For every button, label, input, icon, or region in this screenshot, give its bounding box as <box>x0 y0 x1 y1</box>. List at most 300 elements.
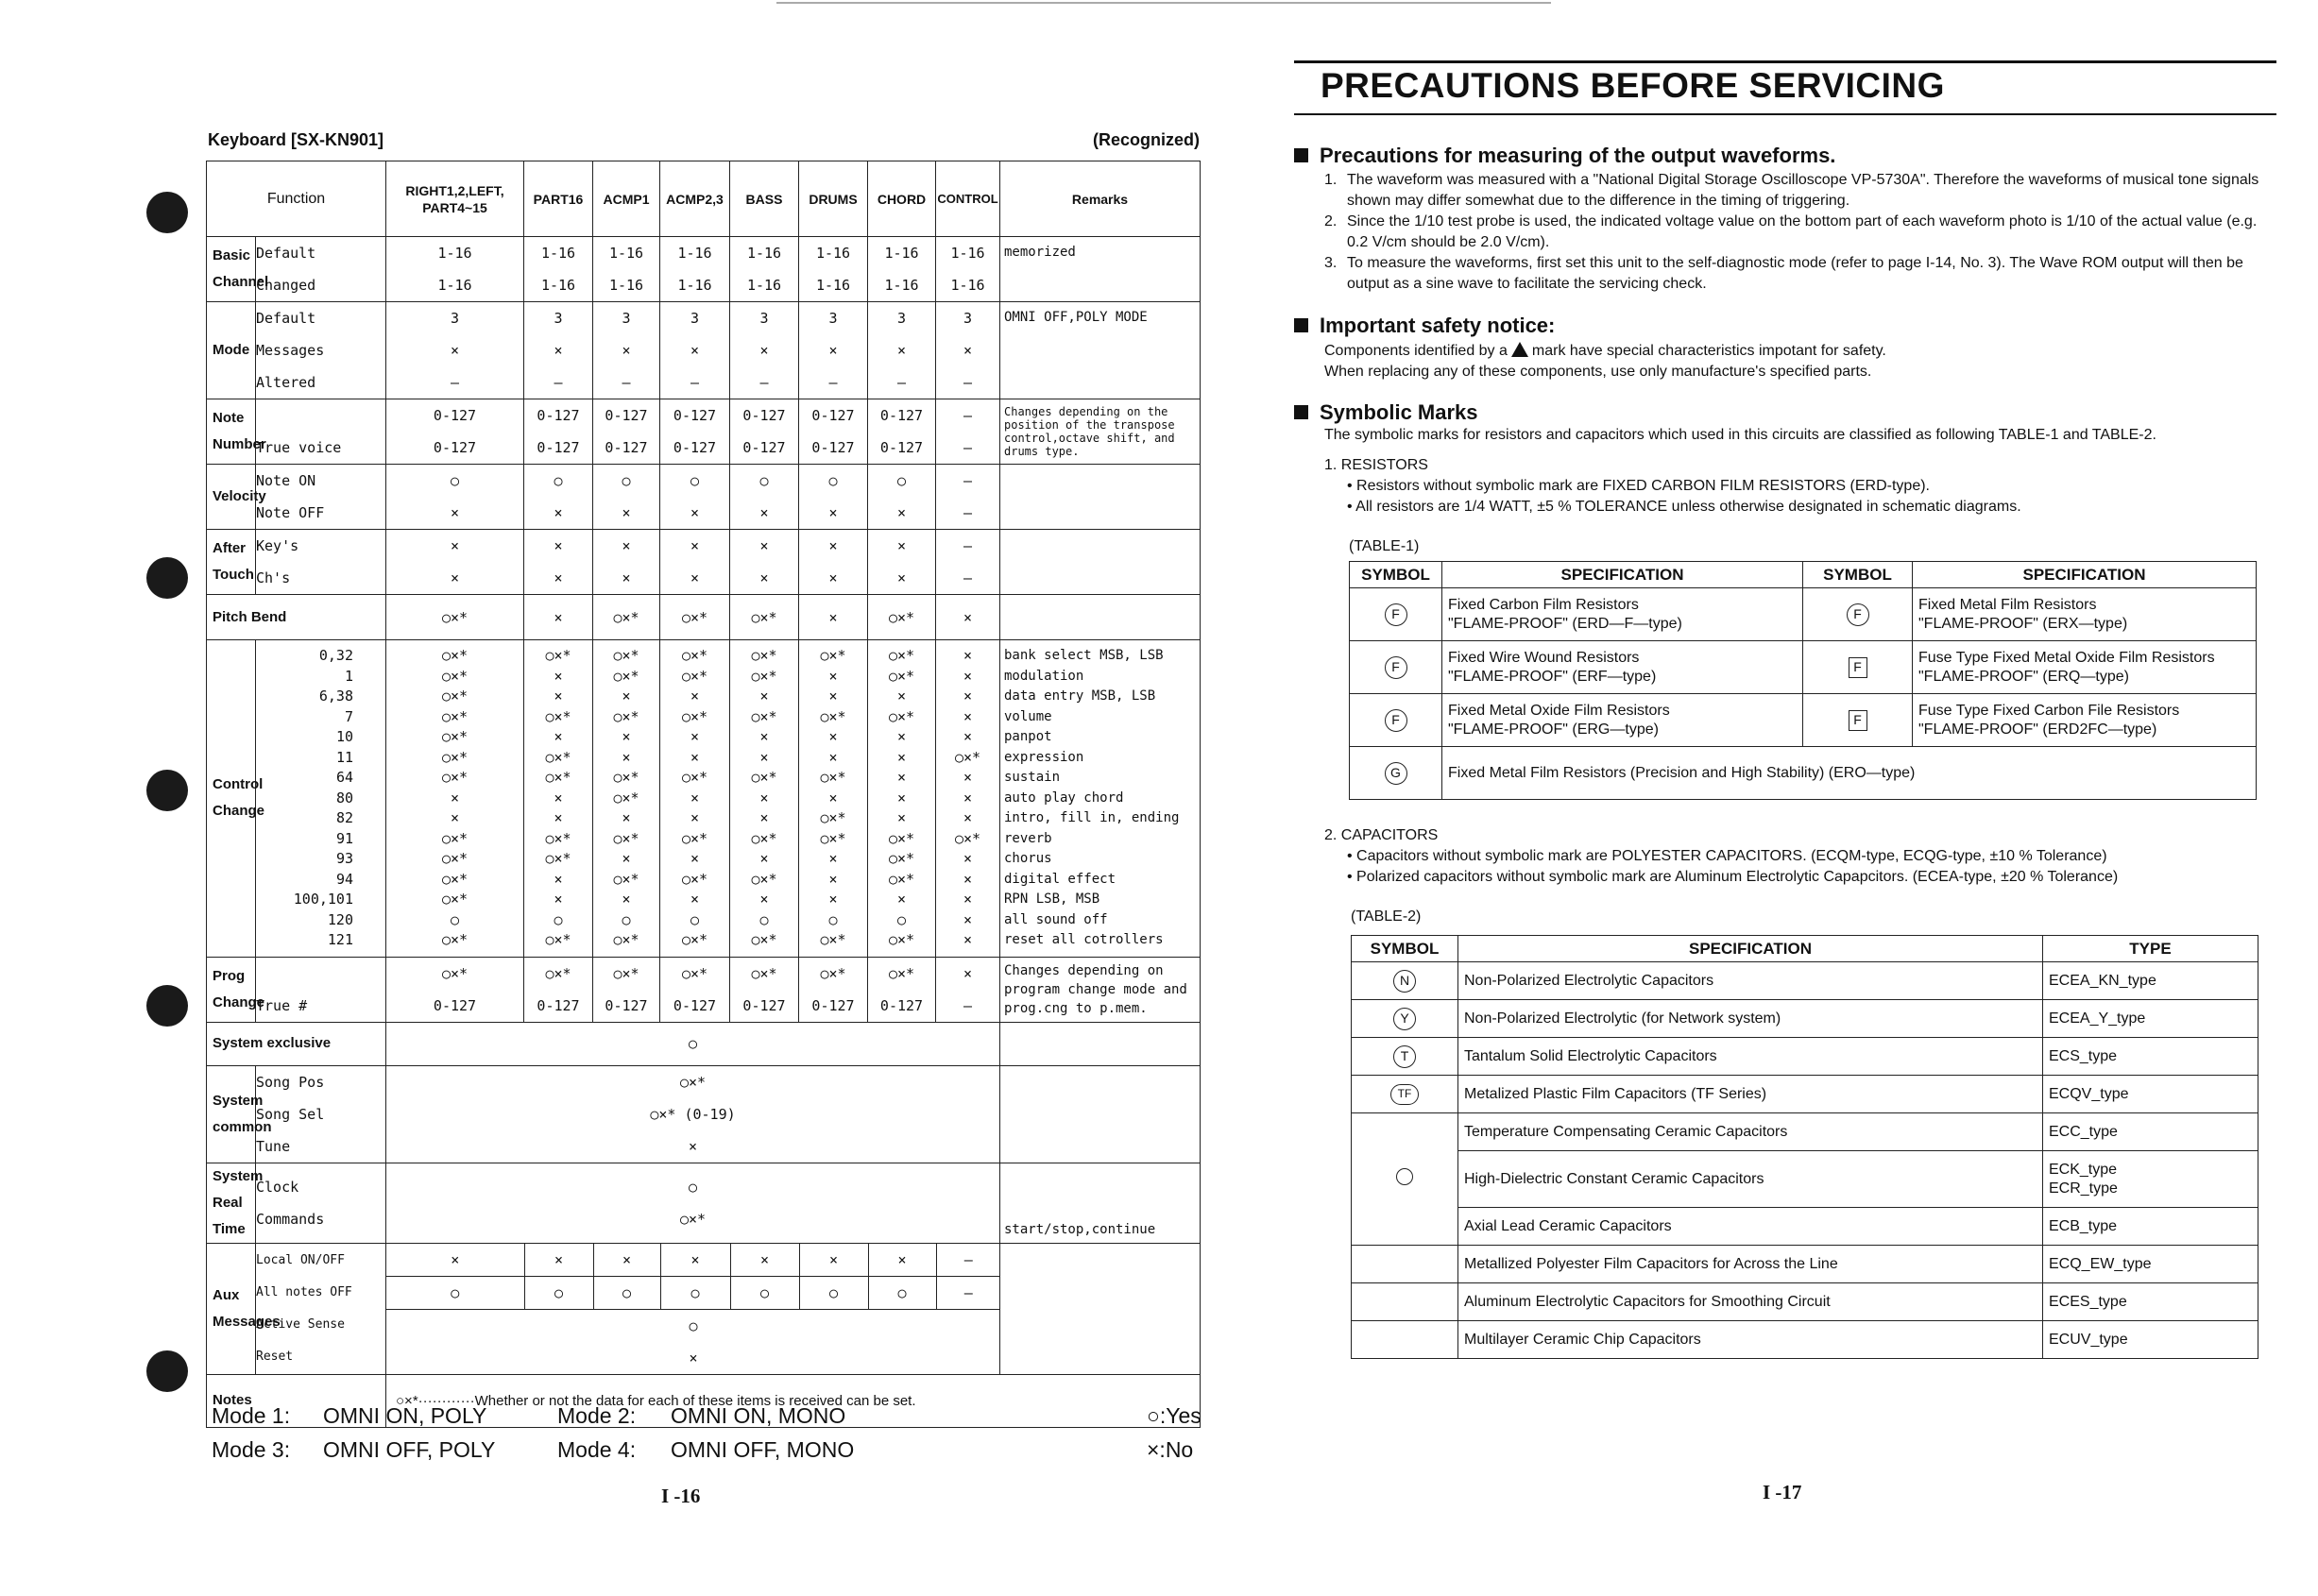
group-label: Basic Channel <box>207 237 256 302</box>
cell: ○×* <box>730 595 799 640</box>
cell: × <box>963 688 973 705</box>
cell: ○ <box>896 472 907 489</box>
mode3-label: Mode 3: <box>212 1437 291 1462</box>
cell: 0-127 <box>811 439 855 456</box>
cell: 0-127 <box>811 407 855 424</box>
spec-text: Axial Lead Ceramic Capacitors <box>1458 1208 2043 1246</box>
group-label: Prog Change <box>207 957 256 1022</box>
spec-text: Aluminum Electrolytic Capacitors for Smoothing Circuit <box>1458 1283 2043 1321</box>
table1-row <box>1350 694 2257 747</box>
spec-text: "FLAME-PROOF" (ERD2FC—type) <box>1918 721 2157 738</box>
cell: × <box>759 891 769 908</box>
cell: ○×* <box>593 595 660 640</box>
cell: × <box>936 595 1000 640</box>
cell: 1-16 <box>950 245 985 262</box>
type-text: ECS_type <box>2043 1038 2258 1076</box>
cc-column <box>386 640 524 958</box>
cell: × <box>896 891 907 908</box>
cell: ○ <box>799 1276 868 1309</box>
cell: 1-16 <box>608 245 644 262</box>
cell: × <box>963 910 973 928</box>
cell: ○×* <box>545 931 571 948</box>
row-label: Clock <box>256 1178 299 1196</box>
cc-number: 64 <box>335 769 353 786</box>
circled-y-icon: Y <box>1393 1008 1416 1030</box>
spec-text: Multilayer Ceramic Chip Capacitors <box>1458 1321 2043 1359</box>
cell: — <box>450 374 460 391</box>
cell: ○ <box>759 910 769 928</box>
mode4-label: Mode 4: <box>557 1437 637 1462</box>
cc-remark: reverb <box>1004 830 1052 846</box>
cell: ○×* <box>613 931 639 948</box>
system-realtime-row <box>207 1163 1201 1243</box>
cell: — <box>936 1276 1000 1309</box>
cell: ○ <box>450 910 460 928</box>
type-text: ECES_type <box>2043 1283 2258 1321</box>
cc-number-column <box>256 640 386 958</box>
table2-row <box>1352 1000 2258 1038</box>
cell: × <box>690 569 700 586</box>
cell: × <box>963 931 973 948</box>
cell: × <box>622 809 631 826</box>
cell: × <box>759 688 769 705</box>
cell: ○×* <box>868 595 936 640</box>
cc-number: 80 <box>335 789 353 806</box>
cell: × <box>450 342 460 359</box>
table2-row <box>1352 1321 2258 1359</box>
table1-label: (TABLE-1) <box>1349 538 1420 554</box>
header-acmp1: ACMP1 <box>593 161 660 237</box>
control-change-row <box>207 640 1201 958</box>
type-text: ECUV_type <box>2043 1321 2258 1359</box>
cell: ○×* <box>679 1073 707 1091</box>
cc-remarks-column <box>1000 640 1201 958</box>
cell: ○×* <box>820 769 846 786</box>
cc-number: 120 <box>327 910 353 928</box>
square-bullet-icon <box>1294 318 1308 332</box>
cell: — <box>554 374 563 391</box>
square-bullet-icon <box>1294 405 1308 419</box>
cc-number: 121 <box>327 931 353 948</box>
open-circle-icon <box>1396 1168 1413 1185</box>
row-label: All notes OFF <box>256 1284 352 1299</box>
cell: ○×* <box>441 707 469 725</box>
row-label: Local ON/OFF <box>256 1252 345 1267</box>
cell: × <box>759 789 769 806</box>
list-item-text: To measure the waveforms, first set this unit to the self-diagnostic mode (refer to page I-14, No. 3). The Wave ROM output will then be output as a sine wave to facilitate the servicing check. <box>1347 255 2243 292</box>
group-label: System exclusive <box>207 1022 386 1065</box>
cell: 0-127 <box>673 996 717 1014</box>
cell: ○ <box>622 472 631 489</box>
circled-tf-icon: TF <box>1390 1084 1419 1105</box>
group-label: Aux Messages <box>207 1243 256 1374</box>
mode-row <box>207 302 1201 399</box>
cell: × <box>622 748 631 766</box>
cell: × <box>963 809 973 826</box>
cell: ○×* <box>888 850 915 867</box>
cc-remark: bank select MSB, LSB <box>1004 648 1164 663</box>
cc-column <box>936 640 1000 958</box>
safety-line: mark have special characteristics impotant for safety. <box>1531 343 1886 359</box>
type-text: ECQ_EW_type <box>2043 1246 2258 1283</box>
cell: — <box>963 374 973 391</box>
cell: × <box>896 342 907 359</box>
spec-text: Fuse Type Fixed Carbon File Resistors <box>1918 702 2180 719</box>
cell: × <box>554 789 563 806</box>
cc-remark: intro, fill in, ending <box>1004 810 1180 825</box>
cell: × <box>622 850 631 867</box>
remarks-cell: start/stop,continue <box>1000 1163 1201 1243</box>
cell: ○×* <box>820 964 846 982</box>
table-2 <box>1351 935 2258 1359</box>
cell: 1-16 <box>540 277 576 294</box>
cell: ○×* <box>751 707 777 725</box>
table-1 <box>1349 561 2257 800</box>
row-label: Active Sense <box>256 1316 345 1332</box>
after-touch-row <box>207 530 1201 595</box>
section-heading-waveforms <box>1294 144 1835 168</box>
cell: 0-127 <box>537 439 580 456</box>
cell: ○×* <box>681 667 708 685</box>
system-common-row <box>207 1065 1201 1163</box>
cell: × <box>690 688 700 705</box>
cell: × <box>450 789 460 806</box>
cell: × <box>554 688 563 705</box>
cell: 0-127 <box>673 407 717 424</box>
table2-header: TYPE <box>2043 936 2258 962</box>
row-label: Tune <box>256 1137 291 1155</box>
cell: ○ <box>688 1178 698 1196</box>
row-label: True # <box>256 996 308 1014</box>
type-text: ECB_type <box>2043 1208 2258 1246</box>
cell: ○ <box>386 1276 524 1309</box>
cell: ○×* <box>545 829 571 847</box>
cell: 1-16 <box>950 277 985 294</box>
cell: — <box>828 374 838 391</box>
cell: ○ <box>868 1276 936 1309</box>
cc-remark: digital effect <box>1004 871 1116 887</box>
cell: 1-16 <box>677 245 712 262</box>
title-rule-bottom <box>1294 113 2276 115</box>
row-label: Messages <box>256 342 325 359</box>
cell: ○×* <box>751 964 777 982</box>
cell: × <box>896 537 907 554</box>
spec-text: Fuse Type Fixed Metal Oxide Film Resistors <box>1918 649 2215 666</box>
cell: × <box>690 504 700 521</box>
cell: × <box>660 1244 730 1277</box>
cell: 1-16 <box>540 245 576 262</box>
capacitors-block <box>1324 825 2269 888</box>
cell: ○×* <box>679 1210 707 1228</box>
remarks-cell: memorized <box>1000 237 1201 302</box>
midi-implementation-table <box>206 161 1201 1428</box>
cell: 1-16 <box>884 245 919 262</box>
spec-text: High-Dielectric Constant Ceramic Capacitors <box>1458 1151 2043 1208</box>
cell: 0-127 <box>605 996 648 1014</box>
cell: ○×* <box>820 707 846 725</box>
type-text: ECR_type <box>2049 1180 2118 1197</box>
mode1-label: Mode 1: <box>212 1403 291 1428</box>
cell: — <box>963 407 973 424</box>
header-acmp23: ACMP2,3 <box>660 161 730 237</box>
cc-number: 6,38 <box>318 688 353 705</box>
cell: 1-16 <box>884 277 919 294</box>
cell: ○×* <box>888 707 915 725</box>
cell: 0-127 <box>433 996 477 1014</box>
cell: ○×* <box>888 667 915 685</box>
cell: × <box>759 748 769 766</box>
cc-number: 82 <box>335 809 353 826</box>
table2-header: SYMBOL <box>1352 936 1458 962</box>
cell: ○×* <box>545 647 571 664</box>
cell: ○×* <box>613 789 639 806</box>
cell: 0-127 <box>673 439 717 456</box>
group-label: Notes <box>207 1374 386 1427</box>
cell: ○×* <box>613 707 639 725</box>
cell: × <box>896 789 907 806</box>
cell: 3 <box>896 310 907 327</box>
cell: × <box>828 342 838 359</box>
cell: × <box>963 789 973 806</box>
cell: × <box>963 870 973 888</box>
group-label: Mode <box>207 302 256 399</box>
cc-remark: expression <box>1004 749 1084 765</box>
cell: × <box>828 891 838 908</box>
cell: × <box>759 728 769 745</box>
legend-yes: ○:Yes <box>1147 1403 1202 1428</box>
cell: 0-127 <box>811 996 855 1014</box>
cell: ○×* <box>613 647 639 664</box>
type-text: ECK_type <box>2049 1161 2118 1178</box>
cell: ○×* <box>441 931 469 948</box>
cell: ○×* <box>888 931 915 948</box>
cell: ○×* <box>545 769 571 786</box>
cell: ○×* <box>751 769 777 786</box>
cell: × <box>799 1244 868 1277</box>
cell: 3 <box>963 310 973 327</box>
cell: ○×* <box>820 809 846 826</box>
aux-grid <box>386 1244 1000 1374</box>
spec-text: "FLAME-PROOF" (ERQ—type) <box>1918 668 2129 685</box>
cell: ○ <box>593 1276 660 1309</box>
cell: 0-127 <box>879 439 924 456</box>
boxed-f-icon: F <box>1849 657 1867 678</box>
table2-row <box>1352 1151 2258 1208</box>
cell: ○×* <box>441 769 469 786</box>
cell: 0-127 <box>742 439 786 456</box>
row-label: Default <box>256 310 316 327</box>
cell: ○×* <box>751 829 777 847</box>
cell: × <box>524 595 593 640</box>
cell: × <box>554 667 563 685</box>
cell: 3 <box>759 310 769 327</box>
cell: ○×* <box>751 667 777 685</box>
cell: × <box>828 870 838 888</box>
cell: 3 <box>554 310 563 327</box>
group-label: Note Number <box>207 399 256 465</box>
cell: × <box>896 748 907 766</box>
row-label: Song Pos <box>256 1073 325 1091</box>
cell: 3 <box>690 310 700 327</box>
group-label: System Real Time <box>207 1163 256 1243</box>
mode2-label: Mode 2: <box>557 1403 637 1428</box>
type-text: ECQV_type <box>2043 1076 2258 1113</box>
cell: ○×* <box>441 667 469 685</box>
header-function: Function <box>207 161 386 237</box>
cell: ○ <box>730 1276 799 1309</box>
cell: ○ <box>690 472 700 489</box>
row-label: Changed <box>256 277 316 294</box>
cell: × <box>896 688 907 705</box>
resistors-block <box>1324 455 2269 518</box>
cell: ○×* <box>545 850 571 867</box>
cell: × <box>554 891 563 908</box>
spec-text: "FLAME-PROOF" (ERF—type) <box>1448 668 1657 685</box>
mode4-value: OMNI OFF, MONO <box>671 1437 855 1462</box>
cell: × <box>690 748 700 766</box>
cell: ○×* <box>545 964 571 982</box>
section-heading-symbolic <box>1294 400 1478 425</box>
cell: ○×* <box>888 829 915 847</box>
cell: × <box>554 728 563 745</box>
cell: ○ <box>690 910 700 928</box>
mode3-value: OMNI OFF, POLY <box>323 1437 496 1462</box>
cell: ○×* <box>545 707 571 725</box>
cell: 0-127 <box>742 407 786 424</box>
cell: × <box>828 688 838 705</box>
square-bullet-icon <box>1294 148 1308 162</box>
table2-row <box>1352 1113 2258 1151</box>
cell: ○ <box>828 910 838 928</box>
row-label: True voice <box>256 439 342 456</box>
cc-number: 94 <box>335 870 353 888</box>
cell: × <box>759 569 769 586</box>
cc-remark: RPN LSB, MSB <box>1004 891 1100 907</box>
cell: × <box>554 569 563 586</box>
mode1-value: OMNI ON, POLY <box>323 1403 487 1428</box>
cell: × <box>963 891 973 908</box>
cc-number: 91 <box>335 829 353 847</box>
table1-header: SPECIFICATION <box>1913 562 2257 588</box>
cell: ○×* <box>441 688 469 705</box>
cell: — <box>963 472 973 489</box>
cell: ○×* <box>545 748 571 766</box>
punch-hole <box>146 192 188 233</box>
cc-remark: sustain <box>1004 770 1061 785</box>
cell: 0-127 <box>433 439 477 456</box>
cell: ○×* <box>386 595 524 640</box>
header-right-left: RIGHT1,2,LEFT, PART4~15 <box>386 161 524 237</box>
row-label: Song Sel <box>256 1105 325 1123</box>
symbolic-intro: The symbolic marks for resistors and capacitors which used in this circuits are classified as following TABLE-1 and TABLE-2. <box>1324 427 2156 443</box>
row-label: Ch's <box>256 569 291 586</box>
spec-text: Temperature Compensating Ceramic Capacitors <box>1458 1113 2043 1151</box>
cc-column <box>524 640 593 958</box>
cc-column <box>868 640 936 958</box>
cell: × <box>759 504 769 521</box>
cell: — <box>622 374 631 391</box>
aux-messages-row <box>207 1243 1201 1374</box>
cc-remark: data entry MSB, LSB <box>1004 688 1156 704</box>
cc-remark: modulation <box>1004 668 1084 684</box>
list-item: 2. Since the 1/10 test probe is used, the indicated voltage value on the bottom part of each waveform photo is 1/10 of the actual value (e.g. 0.2 V/cm should be 2.0 V/cm). <box>1324 213 2258 250</box>
section-heading-text: Symbolic Marks <box>1320 400 1478 424</box>
group-label: System common <box>207 1065 256 1163</box>
cell: × <box>828 537 838 554</box>
row-label <box>256 399 385 432</box>
cell: 1-16 <box>746 277 782 294</box>
remarks-cell: OMNI OFF,POLY MODE <box>1000 302 1201 399</box>
section-heading-text: Precautions for measuring of the output waveforms. <box>1320 144 1836 167</box>
cell: ○×* (0-19) <box>650 1105 736 1123</box>
spec-text: Metallized Polyester Film Capacitors for Across the Line <box>1458 1246 2043 1283</box>
punch-hole <box>146 1350 188 1392</box>
cell: × <box>554 809 563 826</box>
cell: ○×* <box>660 595 730 640</box>
circled-f-icon: F <box>1385 603 1407 626</box>
table1-header: SYMBOL <box>1803 562 1913 588</box>
cell: × <box>963 728 973 745</box>
cc-number: 7 <box>344 707 353 725</box>
cell: × <box>690 850 700 867</box>
cell: × <box>759 850 769 867</box>
spec-text: Fixed Metal Film Resistors (Precision and High Stability) (ERO—type) <box>1442 747 2257 800</box>
cc-column <box>799 640 868 958</box>
cell: ○×* <box>441 870 469 888</box>
table2-row <box>1352 1076 2258 1113</box>
circled-f-icon: F <box>1385 709 1407 732</box>
cell: 3 <box>828 310 838 327</box>
cell: ○ <box>524 1276 593 1309</box>
warning-triangle-icon <box>1511 342 1528 357</box>
table2-row <box>1352 962 2258 1000</box>
group-label: Control Change <box>207 640 256 958</box>
cell: ○×* <box>613 870 639 888</box>
cell: × <box>828 504 838 521</box>
table2-label: (TABLE-2) <box>1351 908 1422 925</box>
cell: ○×* <box>751 647 777 664</box>
cell: × <box>450 569 460 586</box>
cell: ○×* <box>441 964 469 982</box>
cc-number: 0,32 <box>318 647 353 664</box>
cell: × <box>622 728 631 745</box>
cell: × <box>799 595 868 640</box>
safety-text <box>1324 340 2269 382</box>
cell: ○ <box>828 472 838 489</box>
cell: — <box>896 374 907 391</box>
cell: × <box>690 537 700 554</box>
title-rule-top <box>1294 60 2276 63</box>
cell: × <box>689 1349 698 1367</box>
cell: 3 <box>622 310 631 327</box>
cell: ○ <box>896 910 907 928</box>
cell: × <box>622 688 631 705</box>
cell: × <box>963 342 973 359</box>
cell: 1-16 <box>677 277 712 294</box>
cell: — <box>936 1244 1000 1277</box>
cell: × <box>759 809 769 826</box>
cell: ○ <box>759 472 769 489</box>
circled-f-icon: F <box>1385 656 1407 679</box>
cell: 1-16 <box>746 245 782 262</box>
cc-number: 1 <box>344 667 353 685</box>
cell: × <box>896 809 907 826</box>
cc-number: 10 <box>335 728 353 745</box>
cell: ○×* <box>681 964 708 982</box>
punch-hole <box>146 557 188 599</box>
cc-remark: reset all cotrollers <box>1004 932 1164 947</box>
cell: ○×* <box>954 748 981 766</box>
